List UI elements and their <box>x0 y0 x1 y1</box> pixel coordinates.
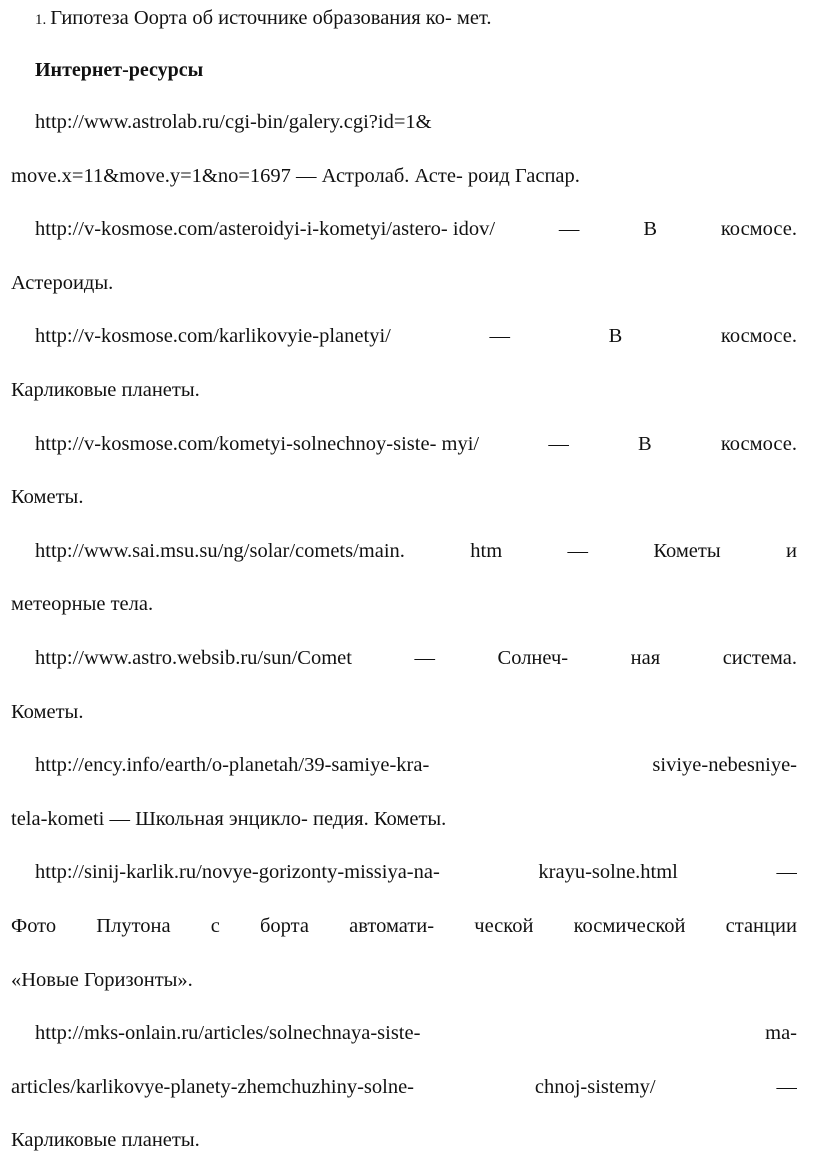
text-segment: станции <box>725 915 797 937</box>
resource-description-line <box>11 698 797 726</box>
text-segment: Астероиды. <box>11 272 114 294</box>
resource-link-line[interactable] <box>35 430 797 458</box>
list-item-1 <box>35 4 797 34</box>
text-segment: http://www.astro.websib.ru/sun/Comet <box>35 647 352 669</box>
resource-link-line[interactable] <box>35 537 797 565</box>
text-segment: http://v-kosmose.com/kometyi-solnechnoy-siste- myi/ <box>35 433 480 455</box>
text-segment: tela-kometi — Школьная энцикло- педия. Кометы. <box>11 808 447 830</box>
text-segment: борта <box>260 915 309 937</box>
text-segment: siviye-nebesniye- <box>652 754 797 776</box>
resource-link-line[interactable] <box>35 644 797 672</box>
text-segment: с <box>210 915 220 937</box>
resource-description-line <box>11 162 797 190</box>
text-segment: ma- <box>765 1022 797 1044</box>
resource-description-line <box>11 805 797 833</box>
text-segment: Солнеч- <box>497 647 569 669</box>
text-segment: krayu-solne.html <box>538 861 678 883</box>
text-segment: http://www.astrolab.ru/cgi-bin/galery.cgi?id=1& <box>35 111 432 133</box>
text-segment: http://v-kosmose.com/asteroidyi-i-kometyi/astero- idov/ <box>35 218 496 240</box>
text-segment: Фото <box>11 915 57 937</box>
text-segment: Кометы <box>653 540 721 562</box>
section-title: Интернет-ресурсы <box>35 59 204 81</box>
text-segment: htm <box>470 540 503 562</box>
resource-description-line <box>11 269 797 297</box>
text-segment: — <box>548 433 569 455</box>
text-segment: В <box>638 433 652 455</box>
text-segment: — <box>414 647 436 669</box>
text-segment: ческой <box>474 915 534 937</box>
text-segment: Карликовые планеты. <box>11 379 200 401</box>
text-segment: http://sinij-karlik.ru/novye-gorizonty-missiya-na- <box>35 861 440 883</box>
text-segment: система. <box>722 647 797 669</box>
text-segment: — <box>567 540 588 562</box>
list-item-number: 1. <box>35 12 47 28</box>
text-segment: «Новые Горизонты». <box>11 969 193 991</box>
text-segment: космосе. <box>720 433 797 455</box>
text-segment: Плутона <box>96 915 171 937</box>
resource-link-line[interactable] <box>35 108 797 136</box>
text-segment: — <box>558 218 580 240</box>
resource-link-line[interactable] <box>35 751 797 779</box>
text-segment: космосе. <box>720 218 797 240</box>
resource-description-line <box>11 966 797 994</box>
resource-link-line[interactable] <box>35 215 797 243</box>
text-segment: В <box>608 325 623 347</box>
text-segment: http://ency.info/earth/o-planetah/39-samiye-kra- <box>35 754 430 776</box>
text-segment: метеорные тела. <box>11 593 154 615</box>
text-segment: автомати- <box>349 915 435 937</box>
text-segment: космической <box>573 915 686 937</box>
text-segment: chnoj-sistemy/ <box>534 1076 656 1098</box>
text-segment: Кометы. <box>11 486 84 508</box>
resource-description-line <box>11 376 797 404</box>
text-segment: ная <box>630 647 661 669</box>
text-segment: articles/karlikovye-planety-zhemchuzhiny-solne- <box>11 1076 415 1098</box>
resource-description-line <box>11 1126 797 1154</box>
text-segment: http://mks-onlain.ru/articles/solnechnaya-siste- <box>35 1022 421 1044</box>
text-segment: http://v-kosmose.com/karlikovyie-planetyi/ <box>35 325 391 347</box>
text-segment: космосе. <box>720 325 797 347</box>
text-segment: — <box>776 861 797 883</box>
text-segment: http://www.sai.msu.su/ng/solar/comets/main. <box>35 540 405 562</box>
resource-link-line[interactable] <box>35 858 797 886</box>
list-item-text: Гипотеза Оорта об источнике образования ко- мет. <box>50 7 492 29</box>
text-segment: Кометы. <box>11 701 84 723</box>
text-segment: — <box>776 1076 797 1098</box>
text-segment: и <box>785 540 797 562</box>
text-segment: — <box>489 325 510 347</box>
resource-description-line <box>11 912 797 940</box>
text-segment: В <box>643 218 657 240</box>
resource-description-line <box>11 1073 797 1101</box>
resource-description-line <box>11 483 797 511</box>
resource-link-line[interactable] <box>35 322 797 350</box>
text-segment: Карликовые планеты. <box>11 1129 200 1151</box>
resource-description-line <box>11 590 797 618</box>
resource-link-line[interactable] <box>35 1019 797 1047</box>
text-segment: move.x=11&move.y=1&no=1697 — Астролаб. Асте- роид Гаспар. <box>11 165 580 187</box>
